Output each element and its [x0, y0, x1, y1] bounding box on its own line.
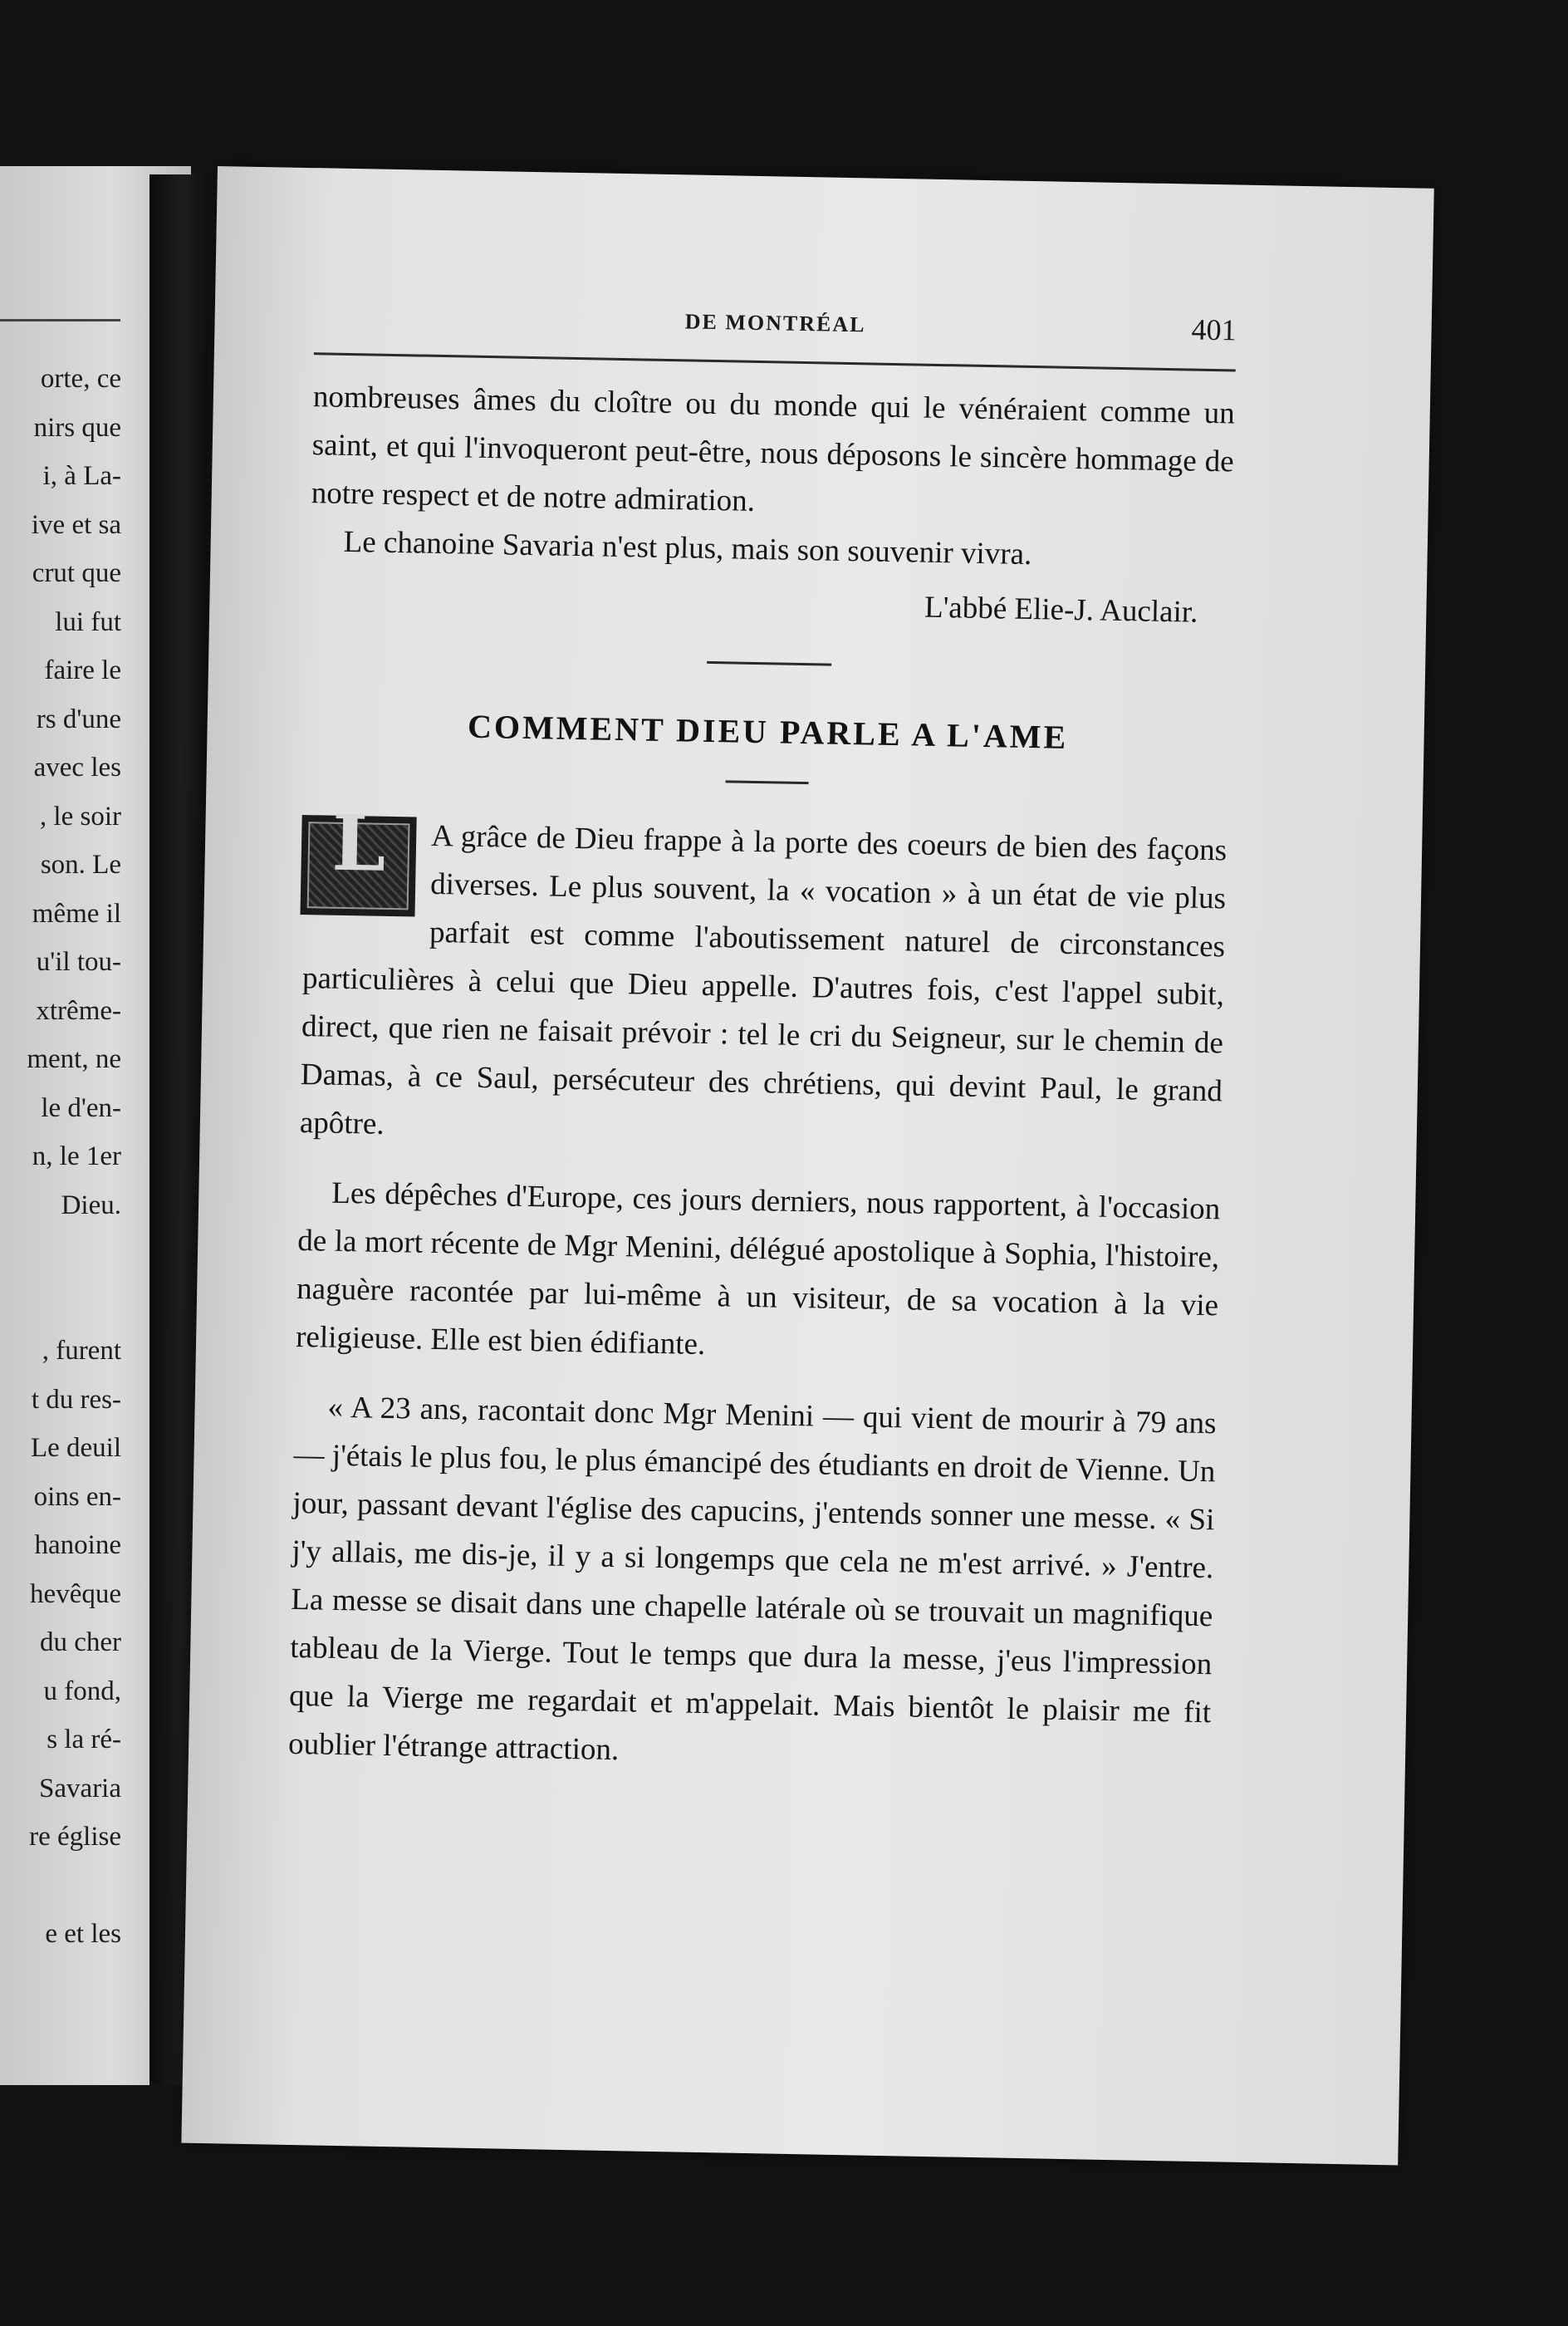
left-page-line: i, à La- [42, 461, 121, 491]
paragraph-3: « A 23 ans, racontait donc Mgr Menini — qui vient de mourir à 79 ans — j'étais le plus fou, le plus émancipé des étudiants en droit de Vienne. Un jour, passant devant l'église des capucins, j'entends sonner une messe. « Si j'y allais, me dis-je, il y a si longemps que cela ne m'est arrivé. » J'entre. La messe se disait dans une chapelle latérale où se trouvait un magnifique tableau de la Vierge. Tout le temps que dura la messe, j'eus l'impression que la Vierge me regardait et m'appelait. Mais bientôt le plaisir me fit oublier l'étrange attraction. [287, 1390, 1217, 1768]
running-head-title: DE MONTRÉAL [684, 309, 866, 337]
left-page-line: Le deuil [30, 1433, 121, 1463]
section-divider [707, 661, 831, 666]
left-page-line: re église [29, 1822, 121, 1852]
initial-letter: L [331, 797, 387, 889]
left-page-line: du cher [39, 1627, 121, 1657]
continued-paragraph: nombreuses âmes du cloître ou du monde qui le vénéraient comme un saint, et qui l'invoqueront peut-être, nous déposons le sincère hommage de notre respect et de notre admiration. [311, 380, 1236, 518]
left-page-line: nirs que [33, 412, 121, 443]
left-page-line: u fond, [43, 1676, 121, 1706]
left-page-line: , furent [42, 1336, 121, 1366]
page-body [288, 373, 1236, 1785]
left-page-line: u'il tou- [36, 947, 121, 977]
left-page-line: même il [32, 898, 121, 929]
author-signature: L'abbé Elie-J. Auclair. [924, 590, 1198, 630]
left-page-line: xtrême- [36, 995, 121, 1026]
left-page-rule [0, 319, 120, 321]
left-page-line: faire le [44, 655, 121, 685]
paragraph-1-text: A grâce de Dieu frappe à la porte des coeurs de bien des façons diverses. Le plus souvent, la « vocation » à un état de vie plus parfait est comme l'aboutissement naturel de circonstances particulières à celui que Dieu appelle. D'autres fois, c'est l'appel subit, direct, que rien ne faisait prévoir : tel le cri du Seigneur, sur le chemin de Damas, à ce Saul, persécuteur des chrétiens, qui devint Paul, le grand apôtre. [299, 818, 1227, 1141]
left-page-line: oins en- [33, 1481, 121, 1512]
left-page-line: e et les [45, 1919, 121, 1949]
left-page-line: , le soir [39, 801, 121, 832]
left-page-line: orte, ce [40, 364, 121, 394]
left-page-line: lui fut [55, 606, 121, 637]
left-page-line: ment, ne [27, 1044, 121, 1074]
title-divider [725, 780, 808, 784]
main-page [181, 166, 1433, 2165]
left-page-line: t du res- [31, 1384, 121, 1415]
paragraph-2: Les dépêches d'Europe, ces jours derniers, nous rapportent, à l'occasion de la mort récente de Mgr Menini, délégué apostolique à Sophia, l'histoire, naguère racontée par lui-même à un visiteur, de sa vocation à la vie religieuse. Elle est bien édifiante. [295, 1175, 1221, 1362]
left-page-line: hevêque [30, 1578, 121, 1609]
section-title: COMMENT DIEU PARLE A L'AME [467, 707, 1069, 756]
left-page-line: avec les [33, 753, 121, 783]
left-page-line: ive et sa [31, 509, 121, 540]
closing-paragraph: Le chanoine Savaria n'est plus, mais son souvenir vivra. [343, 524, 1032, 572]
left-page-line: s la ré- [47, 1725, 121, 1754]
page-number: 401 [1191, 312, 1237, 347]
left-page-line: son. Le [40, 850, 121, 880]
left-page-line: hanoine [34, 1530, 121, 1560]
left-page-line: Dieu. [61, 1190, 121, 1220]
left-page-line: le d'en- [41, 1092, 121, 1123]
ornamental-initial [301, 797, 417, 917]
left-page-line: Savaria [39, 1773, 121, 1803]
left-page-line: n, le 1er [32, 1141, 121, 1171]
left-page-line: crut que [32, 558, 121, 588]
paragraph-1 [299, 797, 1227, 1164]
page-text-block [288, 301, 1237, 1785]
left-page-line: rs d'une [36, 704, 121, 734]
